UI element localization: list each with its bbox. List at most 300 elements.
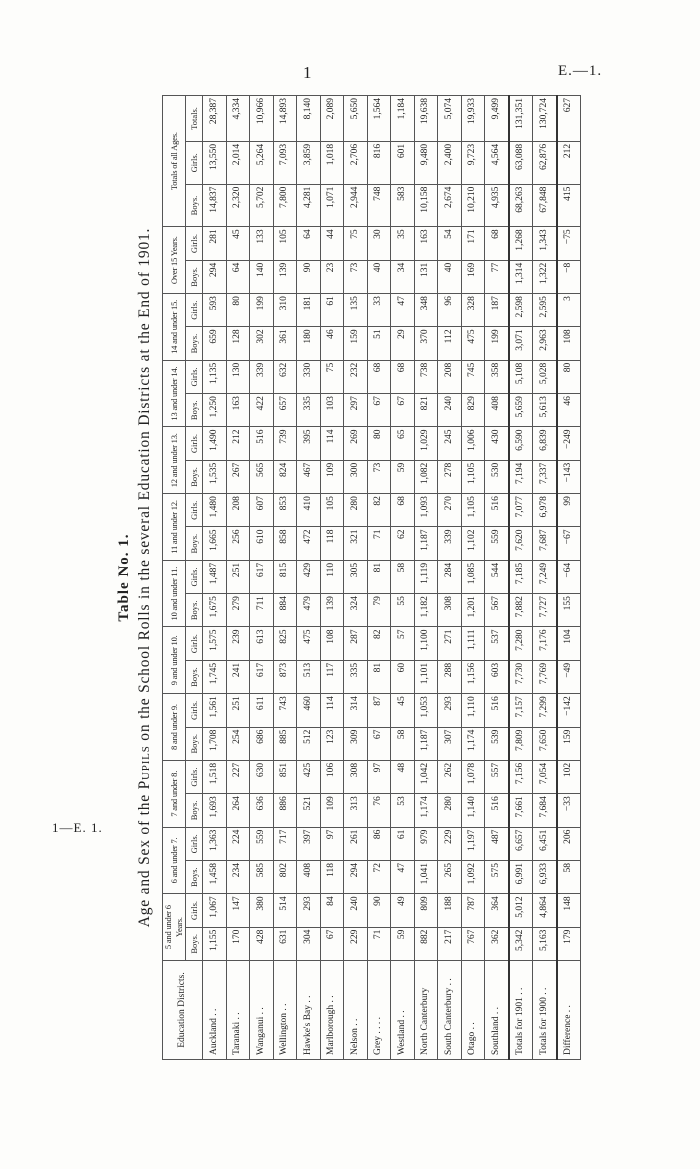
table-cell: 1,575 bbox=[203, 627, 227, 660]
table-cell: 55 bbox=[391, 594, 415, 627]
table-cell: 293 bbox=[297, 894, 321, 927]
table-cell: 19,638 bbox=[414, 96, 438, 142]
table-cell: 75 bbox=[320, 360, 344, 393]
table-cell: 593 bbox=[203, 294, 227, 327]
table-row bbox=[273, 96, 297, 1060]
table-cell: 128 bbox=[226, 327, 250, 360]
table-cell: 131,351 bbox=[509, 96, 533, 142]
table-cell: 408 bbox=[485, 394, 509, 427]
table-cell: 1,093 bbox=[414, 494, 438, 527]
table-cell: 181 bbox=[297, 294, 321, 327]
table-cell: 521 bbox=[297, 794, 321, 827]
table-cell: 711 bbox=[250, 594, 274, 627]
table-cell: 68 bbox=[391, 494, 415, 527]
table-cell: 10,158 bbox=[414, 184, 438, 227]
table-cell: 80 bbox=[557, 360, 581, 393]
table-cell: 1,187 bbox=[414, 527, 438, 560]
table-cell: 479 bbox=[297, 594, 321, 627]
rotated-table-sheet bbox=[116, 95, 574, 1060]
table-cell: 513 bbox=[297, 660, 321, 693]
table-row bbox=[391, 96, 415, 1060]
table-cell: 261 bbox=[344, 827, 368, 860]
table-cell: 9,723 bbox=[461, 141, 485, 184]
caption-post: on the School Rolls in the several Education Districts at the End of 1901. bbox=[136, 227, 153, 746]
table-cell: 348 bbox=[414, 294, 438, 327]
district-name: Westland . . bbox=[391, 961, 415, 1060]
table-cell: 1,067 bbox=[203, 894, 227, 927]
table-cell: −64 bbox=[557, 560, 581, 593]
table-cell: 96 bbox=[438, 294, 462, 327]
table-cell: 229 bbox=[344, 927, 368, 960]
table-cell: 288 bbox=[438, 660, 462, 693]
boys-header: Boys. bbox=[186, 860, 203, 893]
table-cell: 1,197 bbox=[461, 827, 485, 860]
table-cell: 631 bbox=[273, 927, 297, 960]
age-group-header: 6 and under 7. bbox=[163, 827, 186, 894]
district-name: Marlborough . . bbox=[320, 961, 344, 1060]
table-cell: 86 bbox=[367, 827, 391, 860]
table-cell: 45 bbox=[226, 227, 250, 260]
table-cell: 802 bbox=[273, 860, 297, 893]
table-cell: 1,111 bbox=[461, 627, 485, 660]
table-cell: 886 bbox=[273, 794, 297, 827]
totals-row bbox=[509, 96, 533, 1060]
table-cell: 1,018 bbox=[320, 141, 344, 184]
table-cell: 603 bbox=[485, 660, 509, 693]
table-cell: 67 bbox=[320, 927, 344, 960]
table-cell: 410 bbox=[297, 494, 321, 527]
table-cell: −8 bbox=[557, 260, 581, 293]
girls-header: Girls. bbox=[186, 227, 203, 260]
table-cell: 460 bbox=[297, 694, 321, 727]
table-cell: 7,280 bbox=[509, 627, 533, 660]
table-cell: 516 bbox=[485, 694, 509, 727]
table-cell: 610 bbox=[250, 527, 274, 560]
table-cell: 131 bbox=[414, 260, 438, 293]
table-cell: 607 bbox=[250, 494, 274, 527]
table-cell: 395 bbox=[297, 427, 321, 460]
table-cell: 30 bbox=[367, 227, 391, 260]
table-cell: 7,249 bbox=[533, 560, 557, 593]
table-cell: 821 bbox=[414, 394, 438, 427]
table-cell: 5,613 bbox=[533, 394, 557, 427]
table-cell: 61 bbox=[391, 827, 415, 860]
table-cell: −75 bbox=[557, 227, 581, 260]
table-cell: 58 bbox=[391, 727, 415, 760]
table-cell: 240 bbox=[438, 394, 462, 427]
table-cell: 873 bbox=[273, 660, 297, 693]
table-cell: 281 bbox=[203, 227, 227, 260]
table-cell: 112 bbox=[438, 327, 462, 360]
table-cell: 304 bbox=[297, 927, 321, 960]
table-cell: 302 bbox=[250, 327, 274, 360]
table-cell: 58 bbox=[557, 860, 581, 893]
table-cell: 7,185 bbox=[509, 560, 533, 593]
table-cell: 97 bbox=[367, 760, 391, 793]
boys-header: Boys. bbox=[186, 527, 203, 560]
table-cell: 1,490 bbox=[203, 427, 227, 460]
table-cell: 397 bbox=[297, 827, 321, 860]
table-cell: 2,963 bbox=[533, 327, 557, 360]
table-cell: 1,078 bbox=[461, 760, 485, 793]
table-cell: 1,110 bbox=[461, 694, 485, 727]
table-cell: 206 bbox=[557, 827, 581, 860]
table-cell: 6,991 bbox=[509, 860, 533, 893]
table-cell: 475 bbox=[297, 627, 321, 660]
table-cell: 330 bbox=[297, 360, 321, 393]
table-row bbox=[203, 96, 227, 1060]
table-cell: 159 bbox=[557, 727, 581, 760]
table-cell: 199 bbox=[250, 294, 274, 327]
table-cell: 335 bbox=[297, 394, 321, 427]
table-cell: 23 bbox=[320, 260, 344, 293]
age-group-header: 10 and under 11. bbox=[163, 560, 186, 627]
table-cell: 3,071 bbox=[509, 327, 533, 360]
table-cell: 254 bbox=[226, 727, 250, 760]
table-cell: 472 bbox=[297, 527, 321, 560]
table-cell: 7,176 bbox=[533, 627, 557, 660]
table-cell: 745 bbox=[461, 360, 485, 393]
table-cell: 308 bbox=[438, 594, 462, 627]
table-title: Table No. 1. bbox=[116, 533, 132, 622]
table-cell: 1,082 bbox=[414, 460, 438, 493]
table-cell: 297 bbox=[344, 394, 368, 427]
table-cell: 59 bbox=[391, 927, 415, 960]
age-group-header: 14 and under 15. bbox=[163, 294, 186, 361]
table-cell: 188 bbox=[438, 894, 462, 927]
table-row bbox=[344, 96, 368, 1060]
girls-header: Girls. bbox=[186, 494, 203, 527]
table-cell: 163 bbox=[226, 394, 250, 427]
table-cell: 68 bbox=[391, 360, 415, 393]
table-cell: 80 bbox=[367, 427, 391, 460]
table-cell: 5,702 bbox=[250, 184, 274, 227]
table-cell: 49 bbox=[391, 894, 415, 927]
table-cell: 267 bbox=[226, 460, 250, 493]
table-cell: 308 bbox=[344, 760, 368, 793]
table-cell: 108 bbox=[557, 327, 581, 360]
boys-header: Boys. bbox=[186, 594, 203, 627]
table-cell: 559 bbox=[485, 527, 509, 560]
table-cell: 90 bbox=[297, 260, 321, 293]
table-cell: 5,659 bbox=[509, 394, 533, 427]
table-row bbox=[438, 96, 462, 1060]
table-cell: 544 bbox=[485, 560, 509, 593]
girls-header: Girls. bbox=[186, 627, 203, 660]
table-cell: 81 bbox=[367, 660, 391, 693]
table-cell: 71 bbox=[367, 927, 391, 960]
page-code: E.—1. bbox=[558, 63, 603, 79]
table-cell: 76 bbox=[367, 794, 391, 827]
table-cell: 5,163 bbox=[533, 927, 557, 960]
table-cell: 335 bbox=[344, 660, 368, 693]
table-cell: 686 bbox=[250, 727, 274, 760]
girls-header: Girls. bbox=[186, 694, 203, 727]
table-cell: 148 bbox=[557, 894, 581, 927]
table-cell: 264 bbox=[226, 794, 250, 827]
table-cell: 1,100 bbox=[414, 627, 438, 660]
table-cell: 328 bbox=[461, 294, 485, 327]
table-cell: 105 bbox=[320, 494, 344, 527]
table-cell: 139 bbox=[273, 260, 297, 293]
table-cell: 858 bbox=[273, 527, 297, 560]
table-cell: 224 bbox=[226, 827, 250, 860]
table-cell: 79 bbox=[367, 594, 391, 627]
table-cell: −67 bbox=[557, 527, 581, 560]
table-cell: 7,337 bbox=[533, 460, 557, 493]
table-cell: 5,074 bbox=[438, 96, 462, 142]
table-cell: 1,092 bbox=[461, 860, 485, 893]
table-cell: 109 bbox=[320, 460, 344, 493]
table-cell: 294 bbox=[203, 260, 227, 293]
table-cell: 1,041 bbox=[414, 860, 438, 893]
table-cell: 7,882 bbox=[509, 594, 533, 627]
table-cell: 64 bbox=[226, 260, 250, 293]
table-cell: 7,727 bbox=[533, 594, 557, 627]
table-cell: 617 bbox=[250, 560, 274, 593]
boys-header: Boys. bbox=[186, 394, 203, 427]
table-cell: 287 bbox=[344, 627, 368, 660]
table-cell: 1,156 bbox=[461, 660, 485, 693]
boys-header: Boys. bbox=[186, 660, 203, 693]
table-cell: 7,093 bbox=[273, 141, 297, 184]
table-cell: 118 bbox=[320, 860, 344, 893]
table-cell: 5,342 bbox=[509, 927, 533, 960]
table-cell: 1,708 bbox=[203, 727, 227, 760]
table-cell: 262 bbox=[438, 760, 462, 793]
table-cell: 7,661 bbox=[509, 794, 533, 827]
table-cell: 1,745 bbox=[203, 660, 227, 693]
table-cell: 1,250 bbox=[203, 394, 227, 427]
table-cell: 280 bbox=[344, 494, 368, 527]
age-group-header: 12 and under 13. bbox=[163, 427, 186, 494]
table-cell: 68 bbox=[367, 360, 391, 393]
table-cell: 4,935 bbox=[485, 184, 509, 227]
table-cell: 364 bbox=[485, 894, 509, 927]
district-name: Grey . . . . bbox=[367, 961, 391, 1060]
table-cell: 300 bbox=[344, 460, 368, 493]
table-cell: 67 bbox=[391, 394, 415, 427]
table-cell: 3 bbox=[557, 294, 581, 327]
girls-header: Girls. bbox=[186, 294, 203, 327]
table-cell: 314 bbox=[344, 694, 368, 727]
table-cell: 14,837 bbox=[203, 184, 227, 227]
table-cell: 7,194 bbox=[509, 460, 533, 493]
table-cell: 81 bbox=[367, 560, 391, 593]
table-cell: 657 bbox=[273, 394, 297, 427]
table-cell: 40 bbox=[367, 260, 391, 293]
age-group-header: Totals of all Ages. bbox=[163, 96, 186, 227]
table-cell: 1,135 bbox=[203, 360, 227, 393]
table-cell: 82 bbox=[367, 494, 391, 527]
table-cell: 280 bbox=[438, 794, 462, 827]
table-cell: 62,876 bbox=[533, 141, 557, 184]
district-name: Totals for 1901 . . bbox=[509, 961, 533, 1060]
table-cell: 1,201 bbox=[461, 594, 485, 627]
table-cell: 415 bbox=[557, 184, 581, 227]
table-cell: 227 bbox=[226, 760, 250, 793]
table-cell: 117 bbox=[320, 660, 344, 693]
table-cell: 284 bbox=[438, 560, 462, 593]
table-cell: 147 bbox=[226, 894, 250, 927]
table-cell: 5,108 bbox=[509, 360, 533, 393]
table-cell: 114 bbox=[320, 427, 344, 460]
table-cell: 370 bbox=[414, 327, 438, 360]
district-name: North Canterbury bbox=[414, 961, 438, 1060]
table-cell: 108 bbox=[320, 627, 344, 660]
table-cell: 65 bbox=[391, 427, 415, 460]
table-cell: 361 bbox=[273, 327, 297, 360]
table-cell: 617 bbox=[250, 660, 274, 693]
age-group-header: Over 15 Years. bbox=[163, 227, 186, 294]
table-cell: 106 bbox=[320, 760, 344, 793]
table-cell: 339 bbox=[438, 527, 462, 560]
table-cell: 239 bbox=[226, 627, 250, 660]
table-cell: 4,334 bbox=[226, 96, 250, 142]
table-cell: 232 bbox=[344, 360, 368, 393]
table-cell: 5,028 bbox=[533, 360, 557, 393]
table-cell: 815 bbox=[273, 560, 297, 593]
table-cell: 6,978 bbox=[533, 494, 557, 527]
table-cell: 1,535 bbox=[203, 460, 227, 493]
table-cell: 1,518 bbox=[203, 760, 227, 793]
table-cell: 28,387 bbox=[203, 96, 227, 142]
table-cell: 1,675 bbox=[203, 594, 227, 627]
boys-header: Boys. bbox=[186, 794, 203, 827]
table-cell: 44 bbox=[320, 227, 344, 260]
table-cell: 1,105 bbox=[461, 494, 485, 527]
table-cell: 487 bbox=[485, 827, 509, 860]
table-cell: 1,693 bbox=[203, 794, 227, 827]
table-cell: 884 bbox=[273, 594, 297, 627]
table-cell: 199 bbox=[485, 327, 509, 360]
table-cell: −249 bbox=[557, 427, 581, 460]
table-cell: 575 bbox=[485, 860, 509, 893]
district-name: Taranaki . . bbox=[226, 961, 250, 1060]
table-cell: 1,105 bbox=[461, 460, 485, 493]
table-cell: 313 bbox=[344, 794, 368, 827]
district-name: Auckland . . bbox=[203, 961, 227, 1060]
table-cell: 516 bbox=[250, 427, 274, 460]
table-cell: 380 bbox=[250, 894, 274, 927]
table-cell: 7,684 bbox=[533, 794, 557, 827]
table-cell: 105 bbox=[273, 227, 297, 260]
table-caption bbox=[136, 95, 162, 1060]
table-cell: 1,343 bbox=[533, 227, 557, 260]
girls-header: Girls. bbox=[186, 360, 203, 393]
table-row bbox=[297, 96, 321, 1060]
table-cell: 1,029 bbox=[414, 427, 438, 460]
table-cell: 979 bbox=[414, 827, 438, 860]
table-cell: 1,487 bbox=[203, 560, 227, 593]
table-cell: 6,839 bbox=[533, 427, 557, 460]
table-cell: 2,944 bbox=[344, 184, 368, 227]
table-cell: 46 bbox=[557, 394, 581, 427]
district-name: Nelson . . bbox=[344, 961, 368, 1060]
table-cell: 428 bbox=[250, 927, 274, 960]
table-cell: 4,281 bbox=[297, 184, 321, 227]
table-cell: 269 bbox=[344, 427, 368, 460]
table-row bbox=[461, 96, 485, 1060]
table-cell: 59 bbox=[391, 460, 415, 493]
table-cell: 7,730 bbox=[509, 660, 533, 693]
table-cell: 816 bbox=[367, 141, 391, 184]
table-cell: 1,561 bbox=[203, 694, 227, 727]
table-cell: 5,012 bbox=[509, 894, 533, 927]
table-cell: 245 bbox=[438, 427, 462, 460]
table-cell: 1,174 bbox=[461, 727, 485, 760]
table-cell: 46 bbox=[320, 327, 344, 360]
boys-header: Boys. bbox=[186, 460, 203, 493]
table-cell: 1,053 bbox=[414, 694, 438, 727]
table-cell: 1,268 bbox=[509, 227, 533, 260]
table-cell: 212 bbox=[226, 427, 250, 460]
table-cell: 516 bbox=[485, 794, 509, 827]
table-cell: 1,187 bbox=[414, 727, 438, 760]
table-cell: 169 bbox=[461, 260, 485, 293]
table-cell: 636 bbox=[250, 794, 274, 827]
table-cell: 565 bbox=[250, 460, 274, 493]
table-cell: 118 bbox=[320, 527, 344, 560]
boys-header: Boys. bbox=[186, 927, 203, 960]
girls-header: Girls. bbox=[186, 141, 203, 184]
table-cell: 787 bbox=[461, 894, 485, 927]
table-cell: 84 bbox=[320, 894, 344, 927]
table-cell: 54 bbox=[438, 227, 462, 260]
table-cell: 13,550 bbox=[203, 141, 227, 184]
district-name: Hawke's Bay . . bbox=[297, 961, 321, 1060]
table-cell: 1,155 bbox=[203, 927, 227, 960]
table-cell: 475 bbox=[461, 327, 485, 360]
table-cell: 613 bbox=[250, 627, 274, 660]
table-row bbox=[250, 96, 274, 1060]
table-cell: 611 bbox=[250, 694, 274, 727]
table-cell: 67 bbox=[367, 394, 391, 427]
table-cell: 557 bbox=[485, 760, 509, 793]
table-cell: 67,848 bbox=[533, 184, 557, 227]
table-cell: 279 bbox=[226, 594, 250, 627]
table-cell: 585 bbox=[250, 860, 274, 893]
age-group-header: 11 and under 12. bbox=[163, 494, 186, 561]
table-cell: 270 bbox=[438, 494, 462, 527]
table-cell: 19,933 bbox=[461, 96, 485, 142]
table-cell: 241 bbox=[226, 660, 250, 693]
table-cell: 278 bbox=[438, 460, 462, 493]
table-cell: 2,014 bbox=[226, 141, 250, 184]
table-cell: 6,657 bbox=[509, 827, 533, 860]
table-cell: 7,800 bbox=[273, 184, 297, 227]
table-row bbox=[320, 96, 344, 1060]
table-cell: 135 bbox=[344, 294, 368, 327]
table-cell: 1,119 bbox=[414, 560, 438, 593]
district-name: Wanganui . . bbox=[250, 961, 274, 1060]
table-cell: 516 bbox=[485, 494, 509, 527]
table-cell: 4,564 bbox=[485, 141, 509, 184]
table-cell: 7,077 bbox=[509, 494, 533, 527]
district-name: Difference . . bbox=[557, 961, 581, 1060]
table-cell: 34 bbox=[391, 260, 415, 293]
boys-header: Boys. bbox=[186, 327, 203, 360]
table-cell: 6,451 bbox=[533, 827, 557, 860]
age-group-header: 5 and under 6 Years. bbox=[163, 894, 186, 961]
table-cell: 139 bbox=[320, 594, 344, 627]
table-cell: 1,314 bbox=[509, 260, 533, 293]
table-cell: 170 bbox=[226, 927, 250, 960]
age-group-header: 13 and under 14. bbox=[163, 360, 186, 427]
table-cell: 530 bbox=[485, 460, 509, 493]
table-cell: −143 bbox=[557, 460, 581, 493]
table-cell: 130 bbox=[226, 360, 250, 393]
